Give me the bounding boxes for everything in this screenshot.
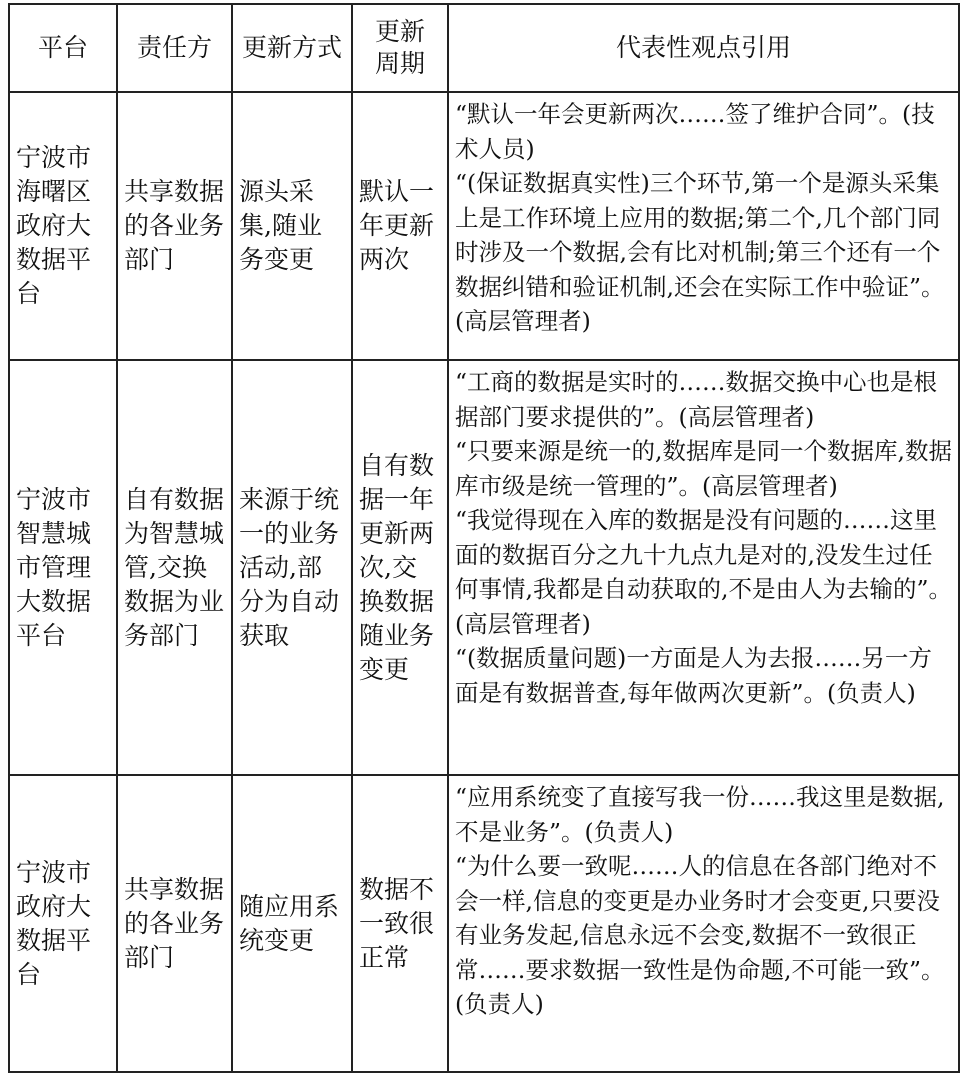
table-row [9, 92, 959, 360]
table-header-row [9, 4, 959, 92]
header-platform: 平台 [9, 4, 117, 92]
header-responsible-party: 责任方 [117, 4, 232, 92]
document-page [8, 3, 958, 1071]
cell-quotes [448, 360, 959, 775]
table-row [9, 775, 959, 1072]
data-update-table [8, 3, 960, 1073]
cell-update-cycle: 默认一年更新两次 [352, 92, 448, 360]
header-update-cycle: 更新周期 [352, 4, 448, 92]
header-representative-quotes: 代表性观点引用 [448, 4, 959, 92]
cell-quotes [448, 92, 959, 360]
cell-update-method: 随应用系统变更 [232, 775, 352, 1072]
quote-text: “为什么要一致呢……人的信息在各部门绝对不会一样,信息的变更是办业务时才会变更,只要没有业务发起,信息永远不会变,数据不一致很正常……要求数据一致性是伪命题,不可能一致”。(负责人) [455, 852, 945, 1018]
cell-platform: 宁波市海曙区政府大数据平台 [9, 92, 117, 360]
quote-text: “应用系统变了直接写我一份……我这里是数据,不是业务”。(负责人) [455, 783, 945, 846]
cell-platform: 宁波市政府大数据平台 [9, 775, 117, 1072]
cell-update-cycle: 数据不一致很正常 [352, 775, 448, 1072]
cell-platform: 宁波市智慧城市管理大数据平台 [9, 360, 117, 775]
cell-responsible-party: 自有数据为智慧城管,交换数据为业务部门 [117, 360, 232, 775]
quote-text: “只要来源是统一的,数据库是同一个数据库,数据库市级是统一管理的”。(高层管理者) [455, 437, 952, 500]
cell-update-cycle: 自有数据一年更新两次,交换数据随业务变更 [352, 360, 448, 775]
cell-responsible-party: 共享数据的各业务部门 [117, 775, 232, 1072]
table-row [9, 360, 959, 775]
cell-update-method: 来源于统一的业务活动,部分为自动获取 [232, 360, 352, 775]
quote-text: “默认一年会更新两次……签了维护合同”。(技术人员) [455, 100, 935, 163]
cell-update-method: 源头采集,随业务变更 [232, 92, 352, 360]
quote-text: “工商的数据是实时的……数据交换中心也是根据部门要求提供的”。(高层管理者) [455, 368, 938, 431]
quote-text: “(保证数据真实性)三个环节,第一个是源头采集上是工作环境上应用的数据;第二个,几个部门同时涉及一个数据,会有比对机制;第三个还有一个数据纠错和验证机制,还会在实际工作中验证”。(高层管理者) [455, 169, 945, 335]
cell-responsible-party: 共享数据的各业务部门 [117, 92, 232, 360]
quote-text: “我觉得现在入库的数据是没有问题的……这里面的数据百分之九十九点九是对的,没发生过任何事情,我都是自动获取的,不是由人为去输的”。(高层管理者) [455, 506, 952, 638]
cell-quotes [448, 775, 959, 1072]
header-update-method: 更新方式 [232, 4, 352, 92]
quote-text: “(数据质量问题)一方面是人为去报……另一方面是有数据普查,每年做两次更新”。(负责人) [455, 644, 932, 707]
